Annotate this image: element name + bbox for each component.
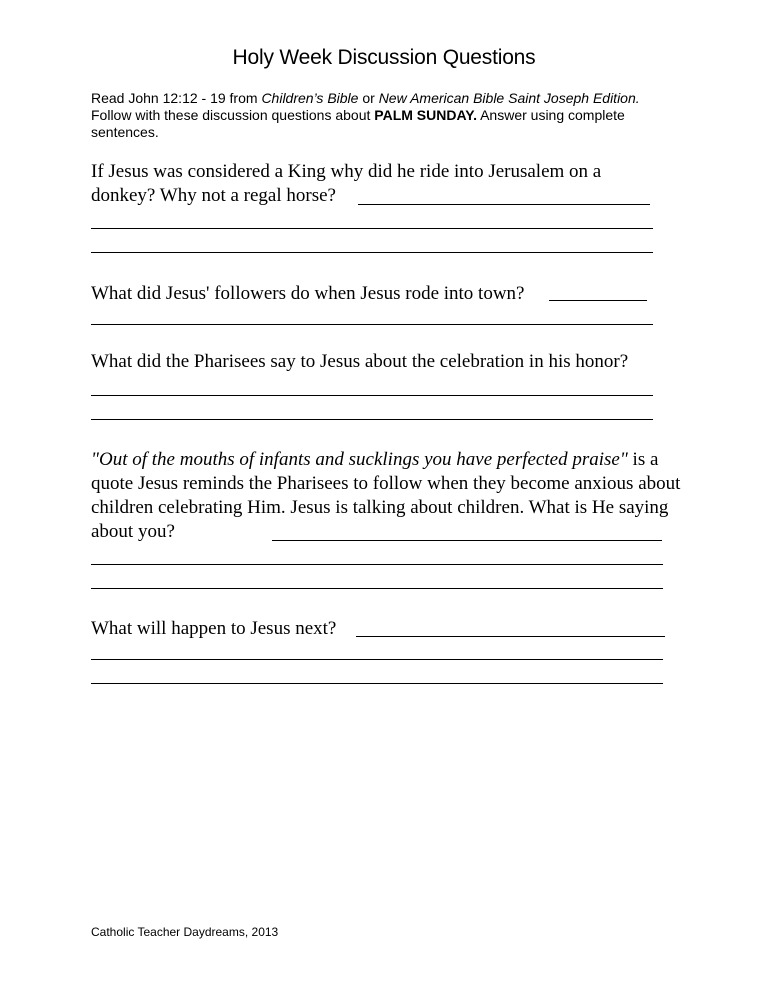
answer-line-1c[interactable] — [91, 252, 653, 253]
answer-line-4c[interactable] — [91, 588, 663, 589]
answer-line-4b[interactable] — [91, 564, 663, 565]
intro-text-1: Read John 12:12 - 19 from — [91, 90, 262, 106]
question-1-text: If Jesus was considered a King why did he ride into Jerusalem on a donkey? Why not a regal horse? — [91, 161, 602, 206]
answer-line-5b[interactable] — [91, 659, 663, 660]
topic-label: PALM SUNDAY. — [374, 107, 477, 123]
question-2 — [91, 282, 691, 306]
question-4-text: is a quote Jesus reminds the Pharisees to follow when they become anxious about children celebrating Him. Jesus is talking about children. What is He saying about you? — [91, 449, 681, 542]
scripture-quote: "Out of the mouths of infants and sucklings you have perfected praise" — [91, 449, 628, 470]
question-5-text: What will happen to Jesus next? — [91, 618, 337, 639]
question-1 — [91, 160, 646, 208]
page-title: Holy Week Discussion Questions — [232, 46, 536, 69]
question-3-text: What did the Pharisees say to Jesus about the celebration in his honor? — [91, 351, 629, 372]
answer-line-5c[interactable] — [91, 683, 663, 684]
intro-text-4: Answer using complete sentences. — [91, 107, 625, 140]
question-4 — [91, 448, 683, 544]
answer-line-2a[interactable] — [549, 300, 647, 301]
question-2-text: What did Jesus' followers do when Jesus rode into town? — [91, 283, 525, 304]
intro-instructions — [91, 90, 681, 141]
answer-line-3a[interactable] — [91, 395, 653, 396]
answer-line-4a[interactable] — [272, 540, 662, 541]
answer-line-1b[interactable] — [91, 228, 653, 229]
book-title-childrens-bible: Children’s Bible — [261, 90, 359, 106]
answer-line-2b[interactable] — [91, 324, 653, 325]
question-5 — [91, 617, 691, 641]
intro-text-3: Follow with these discussion questions about — [91, 107, 375, 123]
footer-credit: Catholic Teacher Daydreams, 2013 — [91, 925, 279, 939]
answer-line-5a[interactable] — [356, 636, 665, 637]
answer-line-3b[interactable] — [91, 419, 653, 420]
answer-line-1a[interactable] — [358, 204, 650, 205]
book-title-nab: New American Bible Saint Joseph Edition. — [378, 90, 640, 106]
intro-text-2: or — [358, 90, 379, 106]
question-3 — [91, 350, 671, 374]
